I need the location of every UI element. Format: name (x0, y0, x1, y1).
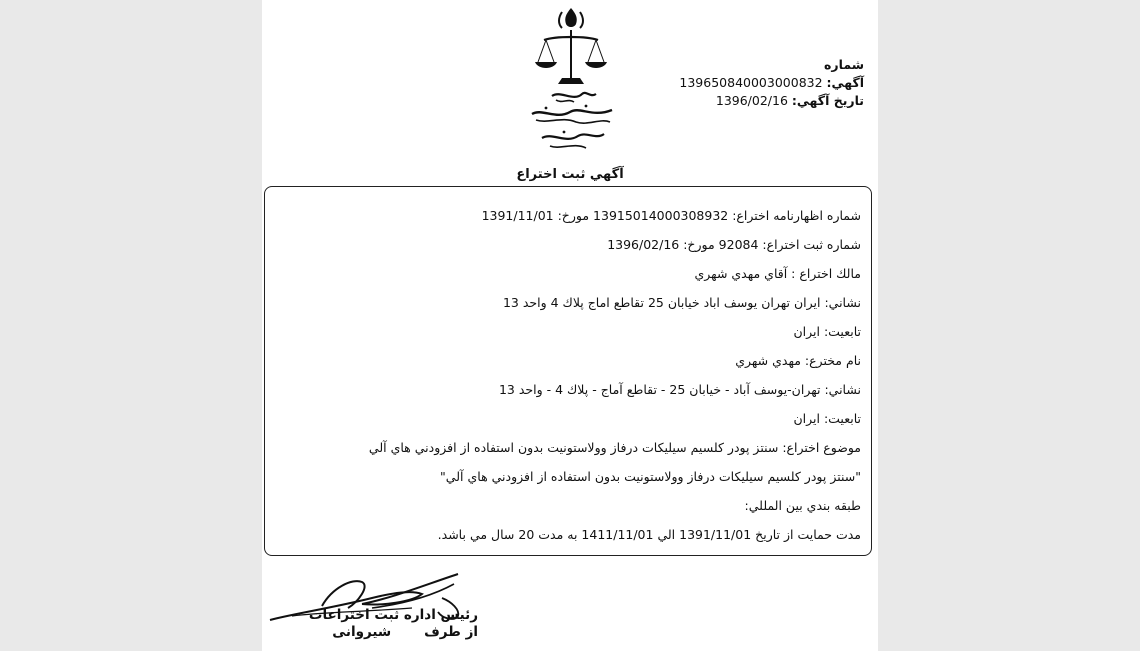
application-number-line: شماره اظهارنامه اختراع: 13915014000308932 مورخ: 1391/11/01 (481, 208, 861, 223)
notice-number-label: شماره (824, 57, 864, 72)
notice-number-row (644, 74, 864, 92)
invention-subject-line: موضوع اختراع: سنتز پودر كلسيم سيليكات درفاز وولاستونيت بدون استفاده از افزودني هاي آلي (368, 440, 861, 455)
protection-period-line: مدت حمايت از تاريخ 1391/11/01 الي 1411/11/01 به مدت 20 سال مي باشد. (437, 527, 861, 542)
content-box (264, 186, 872, 556)
inventor-address-line: نشاني: تهران-يوسف آباد - خيابان 25 - تقاطع آماج - پلاك 4 - واحد 13 (498, 382, 861, 397)
inventor-name-line: نام مخترع: مهدي شهري (735, 353, 861, 368)
judiciary-emblem-icon (516, 4, 626, 164)
signature-caption (268, 607, 478, 641)
owner-line: مالك اختراع : آقاي مهدي شهري (694, 266, 861, 281)
notice-title: آگهي ثبت اختراع (516, 167, 624, 182)
owner-nationality-line: تابعيت: ايران (793, 324, 861, 339)
registration-number-line: شماره ثبت اختراع: 92084 مورخ: 1396/02/16 (607, 237, 861, 252)
invention-title-line: "سنتز پودر كلسيم سيليكات درفاز وولاستونيت بدون استفاده از افزودني هاي آلي" (440, 469, 861, 484)
document-page (262, 0, 878, 651)
signature-title: رئیس اداره ثبت اختراعات (308, 607, 478, 623)
inventor-nationality-line: تابعيت: ايران (793, 411, 861, 426)
classification-line: طبقه بندي بين المللي: (744, 498, 861, 513)
notice-date-row (644, 92, 864, 110)
notice-date-label: تاريخ آگهي: (791, 93, 864, 108)
owner-address-line: نشاني: ايران تهران يوسف اباد خيابان 25 تقاطع اماج پلاك 4 واحد 13 (502, 295, 861, 310)
notice-date: 1396/02/16 (715, 93, 788, 108)
signature-name: از طرف شیروانی (332, 624, 478, 640)
notice-number: 139650840003000832 (679, 75, 823, 90)
notice-meta (644, 56, 864, 110)
notice-label: آگهي: (826, 75, 864, 90)
